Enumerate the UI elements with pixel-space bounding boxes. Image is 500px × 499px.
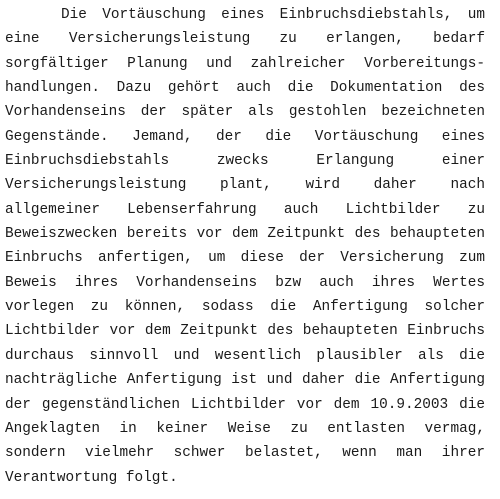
text-line: allgemeiner Lebenserfahrung auch Lichtbilder zu (5, 201, 485, 218)
document-body (5, 3, 485, 490)
text-line: Versicherungsleistung plant, wird daher nach (5, 177, 485, 194)
text-line: durchaus sinnvoll und wesentlich plausibler als die (5, 347, 485, 364)
text-line: Vorhandenseins der später als gestohlen bezeichneten (5, 104, 485, 121)
text-line: Beweis ihres Vorhandenseins bzw auch ihres Wertes (5, 274, 485, 291)
text-line: Einbruchsdiebstahls zwecks Erlangung einer (5, 153, 485, 170)
text-line: eine Versicherungsleistung zu erlangen, bedarf (5, 31, 485, 48)
text-line: Verantwortung folgt. (5, 469, 178, 486)
text-line: Einbruchs anfertigen, um diese der Versicherung zum (5, 250, 485, 267)
text-line: sondern vielmehr schwer belastet, wenn man ihrer (5, 445, 485, 462)
text-line: Lichtbilder vor dem Zeitpunkt des behaupteten Einbruchs (5, 323, 485, 340)
text-line: vorlegen zu können, sodass die Anfertigung solcher (5, 299, 485, 316)
text-line: Die Vortäuschung eines Einbruchsdiebstahls, um (61, 7, 485, 23)
text-line: nachträgliche Anfertigung ist und daher die Anfertigung (5, 372, 485, 389)
text-line: Beweiszwecken bereits vor dem Zeitpunkt des behaupteten (5, 226, 485, 243)
text-line: der gegenständlichen Lichtbilder vor dem 10.9.2003 die (5, 396, 485, 413)
text-line: sorgfältiger Planung und zahlreicher Vorbereitungs- (5, 55, 485, 72)
text-line: Angeklagten in keiner Weise zu entlasten vermag, (5, 420, 485, 437)
text-line: Gegenstände. Jemand, der die Vortäuschung eines (5, 128, 485, 145)
paragraph (5, 3, 485, 490)
text-line: handlungen. Dazu gehört auch die Dokumentation des (5, 80, 485, 97)
